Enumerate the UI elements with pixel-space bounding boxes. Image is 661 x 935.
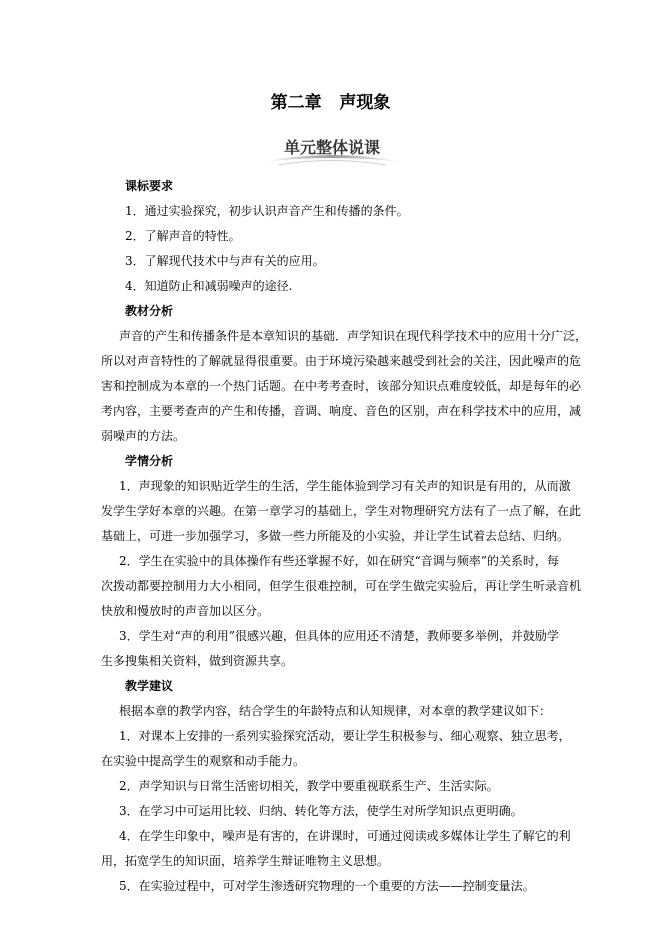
paragraph-line: 基础上，可进一步加强学习，多做一些力所能及的小实验，并让学生试着去总结、归纳。 [101,529,570,543]
paragraph-line: 考内容，主要考查声的产生和传播，音调、响度、音色的区别，声在科学技术中的应用，减 [101,404,582,418]
paragraph-line: 1．对课本上安排的一系列实验探究活动，要让学生积极参与、细心观察、独立思考， [119,729,571,743]
document-body [101,174,588,899]
paragraph-line: 根据本章的教学内容，结合学生的年龄特点和认知规律，对本章的教学建议如下： [119,704,552,718]
paragraph-line: 生多搜集相关资料，做到资源共享。 [101,654,294,668]
banner-title: 单元整体说课 [283,138,380,157]
paragraph [101,624,563,674]
list-item: 3．了解现代技术中与声有关的应用。 [125,254,325,268]
paragraph [113,699,563,724]
paragraph [101,824,571,874]
heading-students: 学情分析 [125,454,174,468]
paragraph-line: 2．声学知识与日常生活密切相关，教学中要重视联系生产、生活实际。 [119,779,499,793]
paragraph-line: 用，拓宽学生的知识面，培养学生辩证唯物主义思想。 [101,854,390,868]
heading-suggestions: 教学建议 [125,679,174,693]
chapter-title: 第二章 声现象 [270,93,391,113]
paragraph-line: 4．在学生印象中，噪声是有害的，在讲课时，可通过阅读或多媒体让学生了解它的利 [119,829,571,843]
paragraph-line: 次拨动都要控制用力大小相同，但学生很难控制，可在学生做完实验后，再让学生听录音机 [101,579,582,593]
list-item: 1．通过实验探究，初步认识声音产生和传播的条件。 [125,204,409,218]
paragraph-line: 声音的产生和传播条件是本章知识的基础．声学知识在现代科学技术中的应用十分广泛， [119,329,588,343]
paragraph [101,474,582,549]
paragraph [113,874,563,899]
paragraph [113,799,563,824]
section-banner [258,132,406,166]
paragraph-line: 所以对声音特性的了解就显得很重要。由于环境污染越来越受到社会的关注，因此噪声的危 [101,354,582,368]
paragraph-line: 害和控制成为本章的一个热门话题。在中考考查时，该部分知识点难度较低，却是每年的必 [101,379,582,393]
paragraph-line: 1．声现象的知识贴近学生的生活，学生能体验到学习有关声的知识是有用的，从而激 [119,479,571,493]
paragraph-line: 在实验中提高学生的观察和动手能力。 [101,754,306,768]
paragraph [101,724,571,774]
paragraph [101,324,588,449]
heading-textbook: 教材分析 [125,304,174,318]
paragraph-line: 弱噪声的方法。 [101,429,186,443]
paragraph-line: 2．学生在实验中的具体操作有些还掌握不好，如在研究“音调与频率”的关系时，每 [119,554,559,568]
paragraph-line: 发学生学好本章的兴趣。在第一章学习的基础上，学生对物理研究方法有了一点了解，在此 [101,504,582,518]
heading-curriculum: 课标要求 [125,179,174,193]
paragraph [101,549,582,624]
paragraph-line: 5．在实验过程中，可对学生渗透研究物理的一个重要的方法——控制变量法。 [119,879,535,893]
list-item: 4．知道防止和减弱噪声的途径. [125,279,293,293]
paragraph-line: 3．在学习中可运用比较、归纳、转化等方法，使学生对所学知识点更明确。 [119,804,523,818]
paragraph-line: 快放和慢放时的声音加以区分。 [101,604,270,618]
list-item: 2．了解声音的特性。 [125,229,241,243]
paragraph-line: 3．学生对“声的利用”很感兴趣，但具体的应用还不清楚，教师要多举例，并鼓励学 [119,629,559,643]
paragraph [113,774,563,799]
